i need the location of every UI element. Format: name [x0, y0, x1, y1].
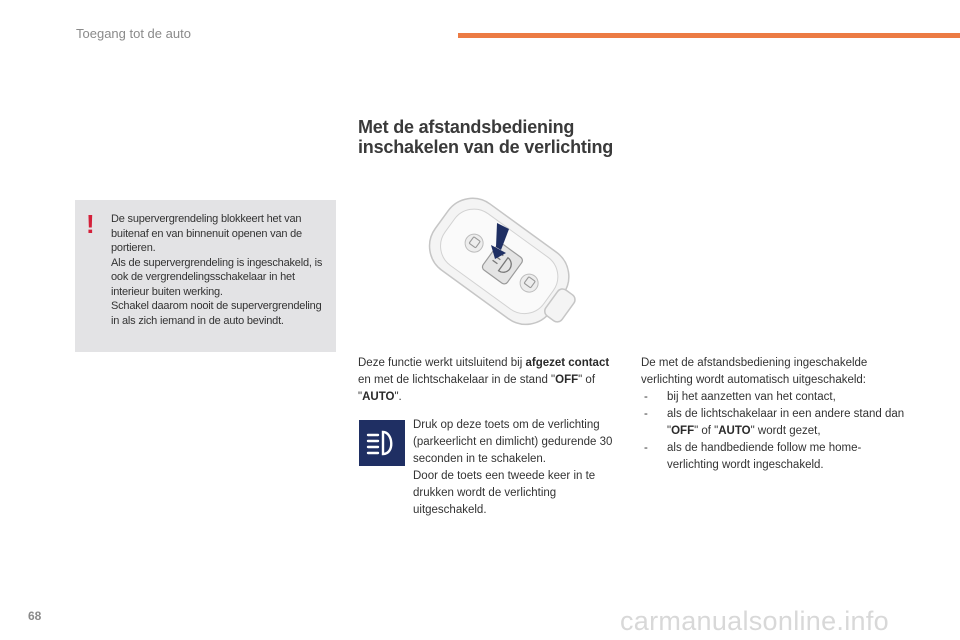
list-dash: -	[644, 408, 648, 420]
list-item	[641, 440, 911, 474]
left-column	[358, 355, 623, 406]
list-item	[641, 406, 911, 440]
warning-paragraph: Schakel daarom nooit de supervergrendeling in als zich iemand in de auto bevindt.	[111, 300, 322, 327]
right-column	[641, 355, 911, 474]
exclamation-icon: !	[86, 209, 95, 239]
button-description	[413, 417, 623, 519]
intro-bold-text: OFF	[555, 374, 579, 386]
intro-text: ".	[394, 391, 402, 403]
warning-box	[75, 200, 336, 352]
button-description-paragraph: Door de toets een tweede keer in te drukken wordt de verlichting uitgeschakeld.	[413, 470, 596, 516]
list-dash: -	[644, 391, 648, 403]
intro-paragraph	[358, 355, 623, 406]
section-title	[358, 117, 613, 157]
list-item-text: " of "	[694, 425, 719, 437]
right-intro-paragraph: De met de afstandsbediening ingeschakelde verlichting wordt automatisch uitgeschakeld:	[641, 357, 868, 386]
list-dash: -	[644, 442, 648, 454]
intro-bold-text: afgezet contact	[525, 357, 610, 369]
watermark: carmanualsonline.info	[620, 606, 889, 636]
page-header-title: Toegang tot de auto	[76, 26, 191, 41]
intro-text: Deze functie werkt uitsluitend bij	[358, 357, 526, 369]
list-item-text: bij het aanzetten van het contact,	[667, 391, 836, 403]
button-description-paragraph: Druk op deze toets om de verlichting (parkeerlicht en dimlicht) gedurende 30 seconden in te schakelen.	[413, 419, 613, 465]
list-item-bold: AUTO	[718, 425, 751, 437]
header-accent-bar	[458, 33, 960, 38]
remote-key-illustration	[405, 183, 585, 341]
page-number: 68	[28, 609, 42, 623]
warning-paragraph: Als de supervergrendeling is ingeschakeld, is ook de vergrendelingsschakelaar in het interieur buiten werking.	[111, 256, 323, 298]
section-title-line-1: Met de afstandsbediening	[358, 117, 575, 137]
headlamp-icon	[359, 420, 405, 466]
list-item-text: " wordt gezet,	[750, 425, 821, 437]
warning-paragraph: De supervergrendeling blokkeert het van buitenaf en van binnenuit openen van de portieren.	[111, 213, 302, 254]
intro-text: " of "	[358, 374, 596, 403]
intro-text: en met de lichtschakelaar in de stand "	[358, 374, 556, 386]
list-item-text: als de handbediende follow me home-verlichting wordt ingeschakeld.	[667, 442, 862, 471]
intro-bold-text: AUTO	[362, 391, 395, 403]
list-item-text: als de lichtschakelaar in een andere stand dan "	[667, 408, 905, 437]
warning-text	[111, 212, 331, 328]
list-item	[641, 389, 911, 406]
list-item-bold: OFF	[671, 425, 695, 437]
section-title-line-2: inschakelen van de verlichting	[358, 137, 614, 157]
